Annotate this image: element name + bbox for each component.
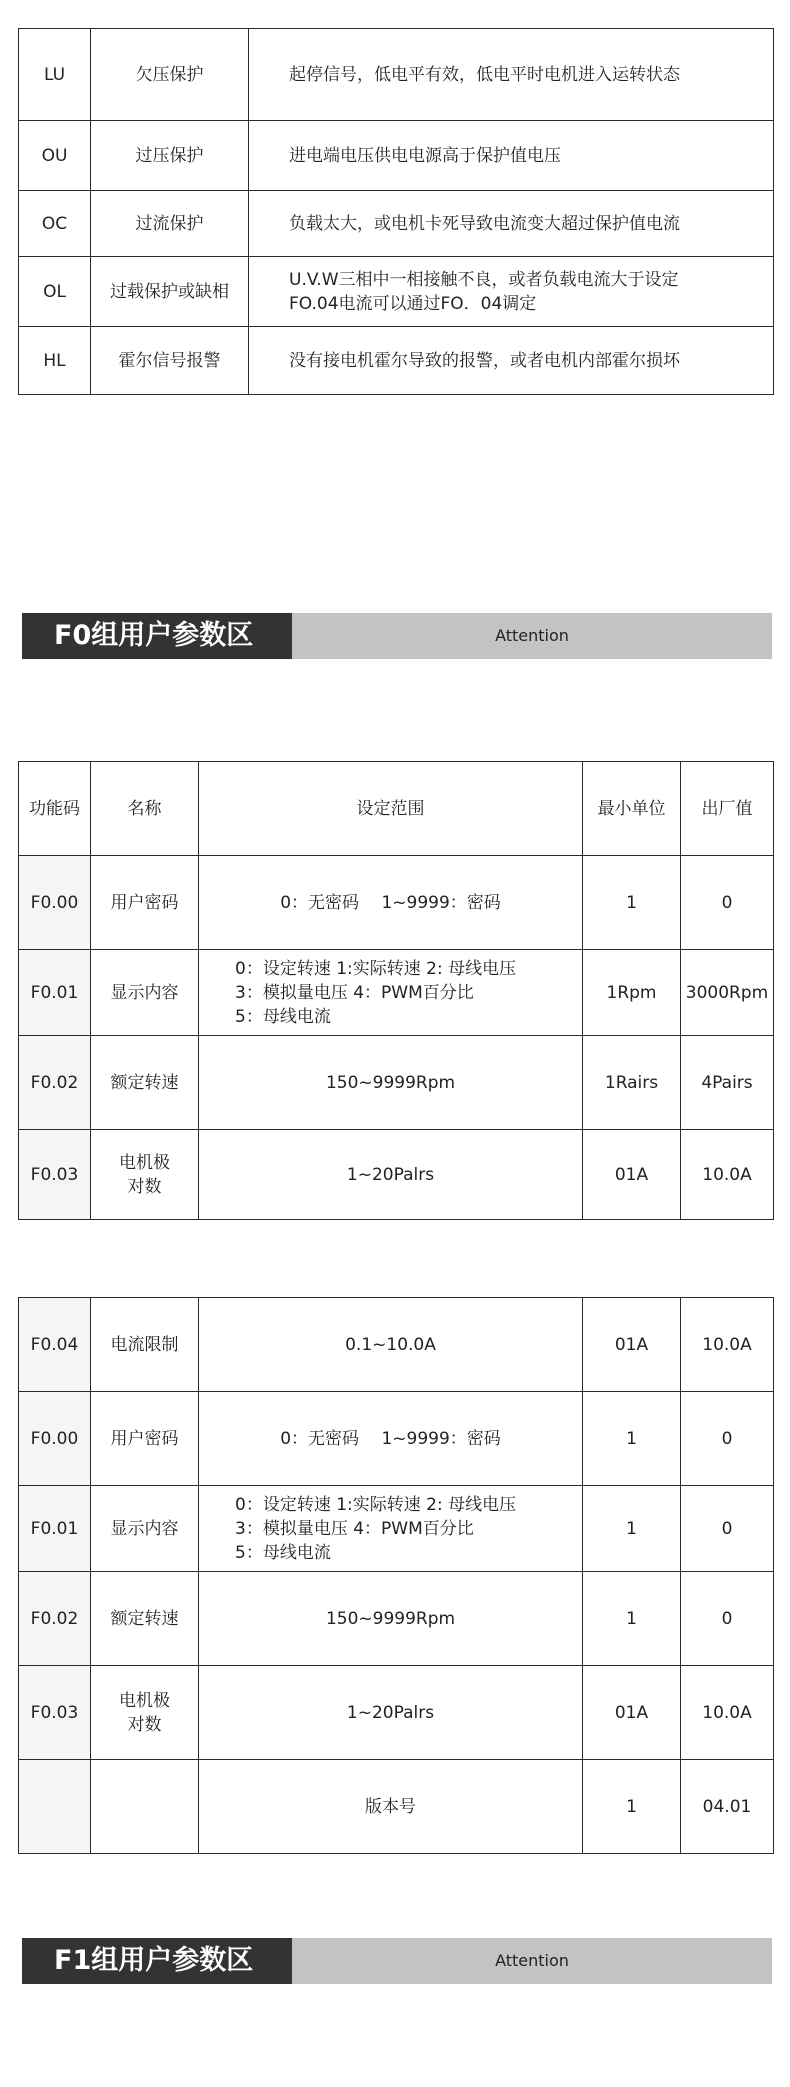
param-name xyxy=(91,1130,199,1220)
table-row xyxy=(19,1572,774,1666)
param-name xyxy=(91,1392,199,1486)
param-range-line: 3：模拟量电压 4：PWM百分比 xyxy=(235,982,474,1003)
param-range xyxy=(199,1760,583,1854)
param-name xyxy=(91,1760,199,1854)
f0-attention-label: Attention xyxy=(292,613,772,659)
param-code: F0.00 xyxy=(19,856,91,950)
param-name xyxy=(91,1486,199,1572)
error-code: OC xyxy=(19,191,91,257)
param-range-line: 3：模拟量电压 4：PWM百分比 xyxy=(235,1518,474,1539)
error-row xyxy=(19,257,774,327)
error-row xyxy=(19,29,774,121)
param-name-line: 用户密码 xyxy=(110,1428,179,1449)
param-name-line: 电机极 xyxy=(119,1690,170,1711)
error-description xyxy=(249,29,774,121)
error-description xyxy=(249,327,774,395)
error-description-line: 负载太大，或电机卡死导致电流变大超过保护值电流 xyxy=(289,213,680,234)
param-default: 10.0A xyxy=(681,1298,774,1392)
table-header-row xyxy=(19,762,774,856)
param-range-line: 1~20Palrs xyxy=(346,1164,435,1185)
param-range-line: 版本号 xyxy=(365,1796,416,1817)
error-row xyxy=(19,327,774,395)
param-range xyxy=(199,1298,583,1392)
param-code: F0.03 xyxy=(19,1666,91,1760)
error-description-line: FO.04电流可以通过FO．04调定 xyxy=(289,293,537,314)
table-row xyxy=(19,1392,774,1486)
error-description-line: 进电端电压供电电源高于保护值电压 xyxy=(289,145,561,166)
table-row xyxy=(19,1486,774,1572)
param-default: 04.01 xyxy=(681,1760,774,1854)
param-default: 4Pairs xyxy=(681,1036,774,1130)
param-default: 10.0A xyxy=(681,1130,774,1220)
param-range xyxy=(199,1130,583,1220)
f0-section-banner xyxy=(22,613,772,659)
table-row xyxy=(19,1760,774,1854)
param-code: F0.03 xyxy=(19,1130,91,1220)
param-name-line: 对数 xyxy=(127,1176,162,1197)
param-name-line: 额定转速 xyxy=(110,1608,179,1629)
table-row xyxy=(19,950,774,1036)
param-code: F0.02 xyxy=(19,1572,91,1666)
param-name xyxy=(91,1572,199,1666)
header-unit: 最小单位 xyxy=(583,762,681,856)
param-range-line: 0：设定转速 1:实际转速 2: 母线电压 xyxy=(235,958,517,979)
param-default: 0 xyxy=(681,856,774,950)
table-row xyxy=(19,1036,774,1130)
param-range-line: 150~9999Rpm xyxy=(325,1072,456,1093)
error-name: 霍尔信号报警 xyxy=(91,327,249,395)
table-row xyxy=(19,1130,774,1220)
param-range xyxy=(199,950,583,1036)
header-default: 出厂值 xyxy=(681,762,774,856)
error-row xyxy=(19,121,774,191)
param-range-line: 0：无密码 1~9999：密码 xyxy=(280,1428,501,1449)
param-range-line: 5：母线电流 xyxy=(235,1542,331,1563)
param-name-line: 对数 xyxy=(127,1714,162,1735)
table-row xyxy=(19,1666,774,1760)
param-default: 0 xyxy=(681,1392,774,1486)
param-range xyxy=(199,1036,583,1130)
param-name xyxy=(91,1036,199,1130)
error-row xyxy=(19,191,774,257)
error-name: 过流保护 xyxy=(91,191,249,257)
param-range-line: 0：无密码 1~9999：密码 xyxy=(280,892,501,913)
error-name: 欠压保护 xyxy=(91,29,249,121)
param-code: F0.04 xyxy=(19,1298,91,1392)
param-name xyxy=(91,1298,199,1392)
error-code: OL xyxy=(19,257,91,327)
error-description-line: U.V.W三相中一相接触不良，或者负载电流大于设定 xyxy=(289,269,679,290)
param-range xyxy=(199,1392,583,1486)
param-name-line: 显示内容 xyxy=(110,1518,179,1539)
param-default: 3000Rpm xyxy=(681,950,774,1036)
table-row xyxy=(19,856,774,950)
param-unit: 01A xyxy=(583,1666,681,1760)
table-row xyxy=(19,1298,774,1392)
param-name-line: 额定转速 xyxy=(110,1072,179,1093)
param-name xyxy=(91,950,199,1036)
error-description-line: 起停信号，低电平有效，低电平时电机进入运转状态 xyxy=(289,64,680,85)
param-name-line: 显示内容 xyxy=(110,982,179,1003)
header-name: 名称 xyxy=(91,762,199,856)
param-range-line: 1~20Palrs xyxy=(346,1702,435,1723)
param-unit: 1 xyxy=(583,856,681,950)
param-range-line: 5：母线电流 xyxy=(235,1006,331,1027)
param-name-line: 电机极 xyxy=(119,1152,170,1173)
header-code: 功能码 xyxy=(19,762,91,856)
param-unit: 01A xyxy=(583,1130,681,1220)
param-range-line: 150~9999Rpm xyxy=(325,1608,456,1629)
param-unit: 1 xyxy=(583,1392,681,1486)
error-code: OU xyxy=(19,121,91,191)
param-default: 0 xyxy=(681,1572,774,1666)
param-code xyxy=(19,1760,91,1854)
param-name xyxy=(91,1666,199,1760)
error-code: HL xyxy=(19,327,91,395)
error-description xyxy=(249,257,774,327)
f0-section-title: F0组用户参数区 xyxy=(22,613,292,659)
error-description-line: 没有接电机霍尔导致的报警，或者电机内部霍尔损坏 xyxy=(289,350,680,371)
param-code: F0.01 xyxy=(19,950,91,1036)
error-code-table xyxy=(18,28,774,395)
param-unit: 1 xyxy=(583,1760,681,1854)
error-description xyxy=(249,121,774,191)
f1-section-title: F1组用户参数区 xyxy=(22,1938,292,1984)
param-range-line: 0：设定转速 1:实际转速 2: 母线电压 xyxy=(235,1494,517,1515)
param-range xyxy=(199,1486,583,1572)
param-unit: 1Rairs xyxy=(583,1036,681,1130)
param-code: F0.01 xyxy=(19,1486,91,1572)
param-range xyxy=(199,1572,583,1666)
param-code: F0.00 xyxy=(19,1392,91,1486)
param-name-line: 电流限制 xyxy=(110,1334,179,1355)
f0-parameter-table-2 xyxy=(18,1297,774,1854)
param-unit: 1 xyxy=(583,1572,681,1666)
param-unit: 1 xyxy=(583,1486,681,1572)
error-name: 过载保护或缺相 xyxy=(91,257,249,327)
param-default: 0 xyxy=(681,1486,774,1572)
param-name-line: 用户密码 xyxy=(110,892,179,913)
error-description xyxy=(249,191,774,257)
param-range xyxy=(199,856,583,950)
f0-parameter-table-1 xyxy=(18,761,774,1220)
param-range xyxy=(199,1666,583,1760)
param-default: 10.0A xyxy=(681,1666,774,1760)
f1-attention-label: Attention xyxy=(292,1938,772,1984)
param-code: F0.02 xyxy=(19,1036,91,1130)
error-code: LU xyxy=(19,29,91,121)
f1-section-banner xyxy=(22,1938,772,1984)
header-range: 设定范围 xyxy=(199,762,583,856)
error-name: 过压保护 xyxy=(91,121,249,191)
param-name xyxy=(91,856,199,950)
param-range-line: 0.1~10.0A xyxy=(345,1334,436,1355)
param-unit: 1Rpm xyxy=(583,950,681,1036)
param-unit: 01A xyxy=(583,1298,681,1392)
